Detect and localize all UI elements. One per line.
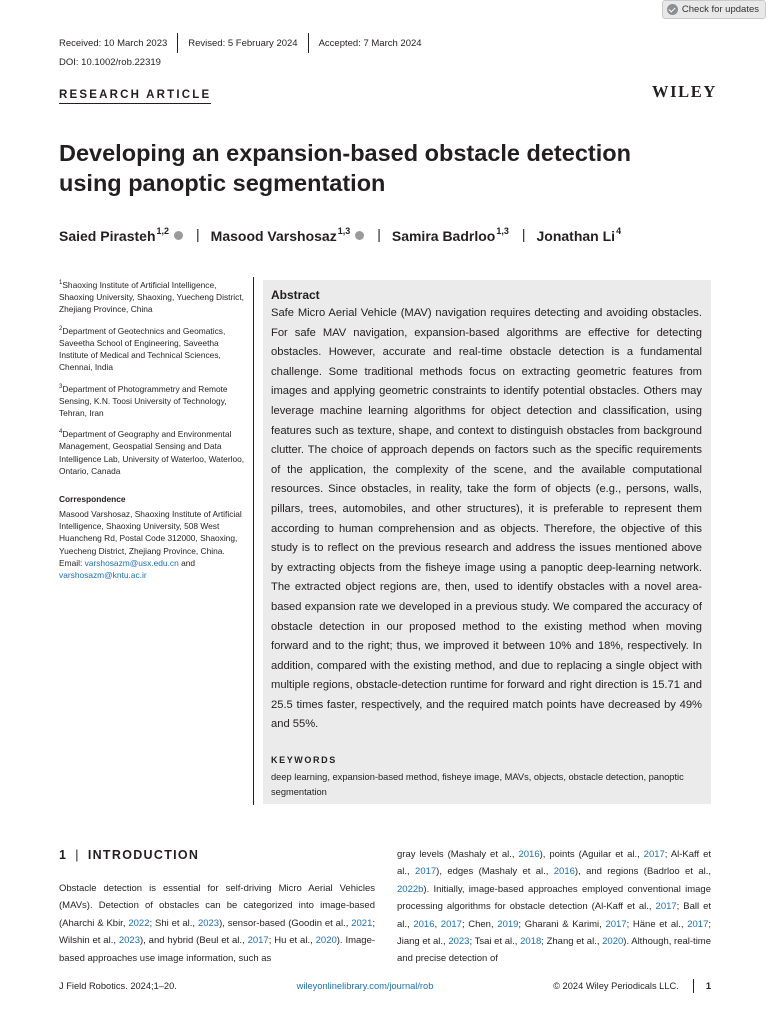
copyright: © 2024 Wiley Periodicals LLC.	[553, 981, 679, 991]
publisher-logo: WILEY	[652, 82, 717, 101]
affiliation: $^4$Department of Geography and Environmental Management, Geospatial Sensing and Data Intelligence Lab, University of Waterloo, Waterloo, Ontario, Canada	[59, 429, 245, 477]
page-footer	[59, 979, 711, 993]
author-separator: |	[196, 226, 200, 242]
article-dates	[59, 33, 432, 53]
keywords: deep learning, expansion-based method, fisheye image, MAVs, objects, obstacle detection, panoptic segmentation	[271, 772, 684, 797]
journal-url-link[interactable]: wileyonlinelibrary.com/journal/rob	[296, 981, 434, 991]
correspondence-text: Masood Varshosaz, Shaoxing Institute of Artificial Intelligence, Shaoxing University, 508 West Huancheng Rd, Postal Code 312000, Shaoxing, Yuecheng District, Zhejiang Province, China. Email: varshosazm@usx.edu.cn and varshosazm@kntu.ac.ir	[59, 508, 242, 581]
author[interactable]: Masood Varshosaz$^{1,3}$	[211, 226, 365, 244]
affiliation: $^2$Department of Geotechnics and Geomatics, Saveetha School of Engineering, Saveetha Institute of Medical and Technical Sciences, Chennai, India	[59, 325, 226, 373]
keywords-heading: KEYWORDS	[271, 755, 337, 765]
abstract-body: Safe Micro Aerial Vehicle (MAV) navigation requires detecting and avoiding obstacles. For safe MAV navigation, expansion-based algorithms are effective for detecting obstacles. However, accurate and real-time obstacle detection is a fundamental challenge. Some traditional methods focus on extracting geometric features from images and applying geometric constraints to identify potential obstacles. Others may leverage machine learning algorithms for object detection and classification, using features such as texture, shape, and context to distinguish obstacles from background clutter. The choice of approach depends on factors such as the specific requirements of the application, the complexity of the scene, and the available computational resources. Since obstacles, in reality, take the form of objects (e.g., persons, walls, pillars, trees, automobiles, and other structures), it is preferable to represent them according to human comprehension and as objects. Therefore, the objective of this study is to reflect on the previous research and address the issues mentioned above by extracting objects from the fisheye image using a panoptic deep-learning network. The extracted object regions are, then, used to identify obstacles with a novel area-based expansion rate we developed in a previous study. We compared the accuracy of obstacle detection in our proposed method to the existing method when moving forward and to the right; thus, we improved it between 10% and 18%, respectively. In addition, compared with the existing method, and due to replacing a single object with multiple regions, obstacle-detection runtime for forward and right direction is 15.71 and 25.5 times faster, respectively, and the required match points have decreased by 49% and 55%.	[271, 307, 702, 731]
abstract-heading: Abstract	[271, 288, 320, 302]
correspondence-heading: Correspondence	[59, 494, 126, 505]
author[interactable]: Saied Pirasteh$^{1,2}$	[59, 226, 183, 244]
article-type: RESEARCH ARTICLE	[59, 89, 211, 104]
page-number: 1	[705, 981, 711, 991]
author-separator: |	[521, 226, 526, 242]
article-title: Developing an expansion-based obstacle detection using panoptic segmentation	[59, 140, 631, 196]
intro-text-left: Obstacle detection is essential for self-driving Micro Aerial Vehicles (MAVs). Detection of obstacles can be categorized into image-based (Aharchi & Kbir, 2022; Shi et al., 2023), sensor-based (Goodin et al., 2021; Wilshin et al., 2023), and hybrid (Beul et al., 2017; Hu et al., 2020). Image-based approaches use image information, such as	[59, 883, 376, 964]
check-for-updates-button[interactable]	[662, 0, 766, 19]
column-divider	[253, 277, 254, 805]
email-link[interactable]: varshosazm@usx.edu.cn	[84, 557, 179, 568]
author[interactable]: Jonathan Li$^4$	[536, 226, 622, 244]
check-updates-label: Check for updates	[681, 4, 759, 15]
revised-date: Revised: 5 February 2024	[177, 33, 307, 53]
affiliation: $^1$Shaoxing Institute of Artificial Intelligence, Shaoxing University, Shaoxing, Yuecheng District, Zhejiang Province, China	[59, 279, 244, 315]
orcid-icon[interactable]	[355, 231, 364, 240]
author[interactable]: Samira Badrloo$^{1,3}$	[391, 226, 509, 244]
journal-citation: J Field Robotics. 2024;1–20.	[59, 981, 177, 991]
doi[interactable]: DOI: 10.1002/rob.22319	[59, 57, 161, 68]
affiliations	[59, 277, 249, 588]
accepted-date: Accepted: 7 March 2024	[308, 33, 432, 53]
check-updates-icon	[667, 4, 678, 15]
section-heading: 1 | INTRODUCTION	[59, 848, 200, 862]
author-list	[59, 226, 621, 244]
intro-text-right: gray levels (Mashaly et al., 2016), points (Aguilar et al., 2017; Al-Kaff et al., 2017), edges (Mashaly et al., 2016), and regions (Badrloo et al., 2022b). Initially, image-based approaches employed conventional image processing algorithms for obstacle detection (Al-Kaff et al., 2017; Ball et al., 2016, 2017; Chen, 2019; Gharani & Karimi, 2017; Häne et al., 2017; Jiang et al., 2023; Tsai et al., 2018; Zhang et al., 2020). Although, real-time and precise detection of	[397, 849, 712, 965]
affiliation: $^3$Department of Photogrammetry and Remote Sensing, K.N. Toosi University of Technology, Tehran, Iran	[59, 383, 228, 419]
orcid-icon[interactable]	[174, 231, 183, 240]
received-date: Received: 10 March 2023	[59, 38, 168, 49]
email-link[interactable]: varshosazm@kntu.ac.ir	[59, 570, 147, 581]
footer-divider	[693, 979, 694, 993]
author-separator: |	[377, 226, 381, 242]
